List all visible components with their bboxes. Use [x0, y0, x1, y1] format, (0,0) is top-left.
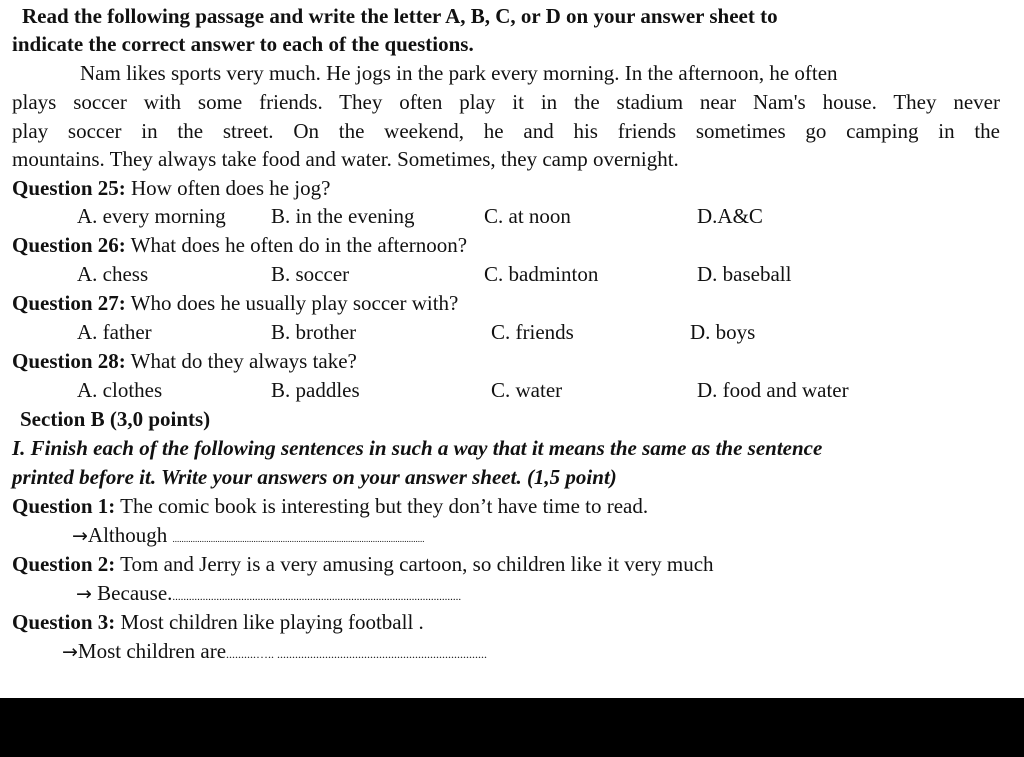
passage-line-3: play soccer in the street. On the weekend, he and his friends sometimes go camping in the	[12, 119, 1000, 143]
bottom-black-bar	[0, 698, 1024, 757]
option-d: D. baseball	[697, 262, 792, 286]
question-27	[12, 289, 458, 317]
rewrite-question-1	[12, 492, 648, 520]
question-label: Question 3:	[12, 610, 116, 634]
passage-line-1: Nam likes sports very much. He jogs in the park every morning. In the afternoon, he often	[80, 61, 838, 85]
section-b-instruction-line-2: printed before it. Write your answers on your answer sheet. (1,5 point)	[12, 465, 617, 489]
option-a: A. every morning	[77, 204, 226, 228]
option-c: C. badminton	[484, 262, 599, 286]
question-label: Question 27:	[12, 291, 126, 315]
answer-blank: .........................................................................................................	[172, 591, 462, 603]
answer-blank: ..........….. ......................................................................	[226, 647, 488, 661]
option-b: B. soccer	[271, 262, 350, 286]
section-b-instruction-line-1: I. Finish each of the following sentences in such a way that it means the same as the sentence	[12, 436, 823, 460]
arrow-right-icon: →	[62, 641, 78, 663]
option-b: B. brother	[271, 320, 357, 344]
option-a: A. clothes	[77, 378, 163, 402]
question-label: Question 1:	[12, 494, 116, 518]
question-text: How often does he jog?	[125, 176, 331, 200]
rewrite-question-2	[12, 550, 714, 578]
passage-line-2: plays soccer with some friends. They often play it in the stadium near Nam's house. They never	[12, 90, 1000, 114]
rewrite-answer-2	[76, 579, 461, 611]
passage-line-4: mountains. They always take food and water. Sometimes, they camp overnight.	[12, 147, 679, 171]
question-label: Question 28:	[12, 349, 126, 373]
option-b: B. in the evening	[271, 204, 415, 228]
question-text: Most children like playing football .	[115, 610, 424, 634]
answer-prompt: Although	[87, 523, 168, 547]
option-c: C. at noon	[484, 204, 571, 228]
arrow-right-icon: →	[76, 583, 92, 605]
arrow-right-icon: →	[72, 525, 88, 547]
option-b: B. paddles	[271, 378, 360, 402]
option-d: D. food and water	[697, 378, 849, 402]
rewrite-answer-3	[62, 637, 487, 668]
question-text: The comic book is interesting but they don’t have time to read.	[115, 494, 649, 518]
question-text: Who does he usually play soccer with?	[125, 291, 459, 315]
option-c: C. friends	[491, 320, 574, 344]
option-a: A. chess	[77, 262, 149, 286]
question-label: Question 25:	[12, 176, 126, 200]
question-text: What do they always take?	[125, 349, 357, 373]
question-25	[12, 174, 330, 202]
question-26	[12, 231, 467, 259]
option-d: D. boys	[690, 320, 756, 344]
answer-blank: ................................................................................................................	[172, 534, 425, 544]
question-label: Question 26:	[12, 233, 126, 257]
rewrite-answer-1	[72, 521, 425, 553]
question-text: Tom and Jerry is a very amusing cartoon, so children like it very much	[115, 552, 714, 576]
rewrite-question-3	[12, 608, 424, 636]
option-d: D.A&C	[697, 204, 763, 228]
instructions-line-1: Read the following passage and write the letter A, B, C, or D on your answer sheet to	[22, 4, 778, 28]
option-a: A. father	[77, 320, 152, 344]
section-b-heading: Section B (3,0 points)	[20, 407, 211, 431]
instructions-line-2: indicate the correct answer to each of the questions.	[12, 32, 474, 56]
answer-prompt: Most children are	[77, 639, 227, 663]
answer-prompt: Because.	[91, 581, 173, 605]
question-label: Question 2:	[12, 552, 116, 576]
question-28	[12, 347, 357, 375]
question-text: What does he often do in the afternoon?	[125, 233, 468, 257]
option-c: C. water	[491, 378, 563, 402]
